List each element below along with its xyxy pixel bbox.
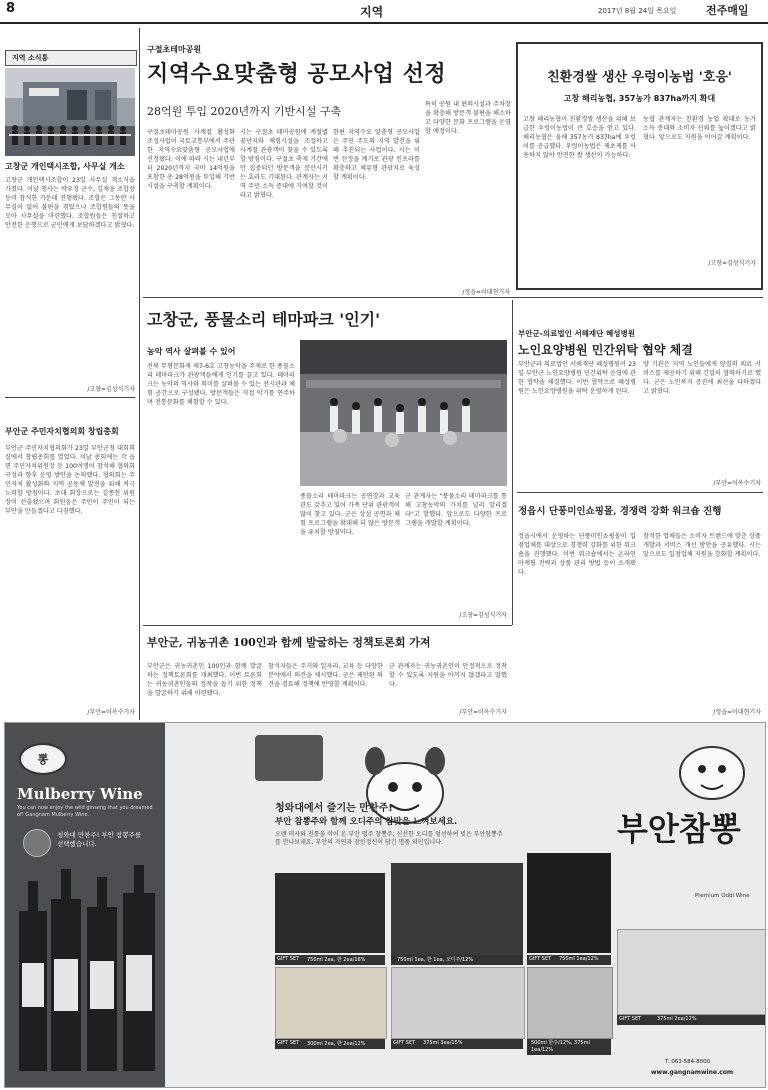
product-2-spec: 750ml 1ea, 한 1ea, 오디주/12% (397, 957, 474, 963)
theme-park-subhead: 농악 역사 살펴볼 수 있어 (147, 347, 236, 356)
workshop-col-2: 참석한 업체들은 소비자 트렌드에 맞춘 상품 개발과 서비스 개선 방안을 공유했다. 시는 앞으로도 입점업체 지원을 강화할 계획이다. (643, 533, 761, 558)
workshop-col-1: 정읍시에서 운영하는 단풍미인쇼핑몰이 입점업체를 대상으로 경쟁력 강화를 위한 워크숍을 진행했다. 이번 워크숍에서는 온라인 마케팅 전략과 상품 관리 방법 등이 소개됐다. (518, 533, 636, 576)
product-box-2 (391, 863, 523, 955)
ad-tel: T. 063-584-8000 (665, 1059, 711, 1065)
product-1-spec: 750ml 2ea, 한 2ea/16% (307, 957, 366, 963)
ad-website[interactable]: www.gangnamwine.com (651, 1069, 734, 1076)
ad-brand-sub: Premium Oddi Wine (695, 893, 750, 899)
ad-brand-en: Mulberry Wine (17, 785, 143, 803)
policy-col-3: 군 관계자는 귀농귀촌인이 안정적으로 정착할 수 있도록 지원을 아끼지 않겠다고 말했다. (389, 663, 507, 688)
product-3-name: GIFT SET (529, 956, 552, 962)
right-box-headline: 친환경쌀 생산 우렁이농법 '호응' (547, 70, 732, 85)
policy-headline: 부안군, 귀농귀촌 100인과 함께 발굴하는 정책토론회 가져 (147, 636, 431, 649)
right-box-col-2: 농협 관계자는 친환경 농업 확대로 농가 소득 증대와 소비자 신뢰를 높이겠다고 밝혔다. 앞으로도 지원을 이어갈 계획이다. (643, 116, 756, 141)
product-4-name: GIFT SET (277, 1040, 300, 1046)
agreement-byline: /부안=이옥수기자 (713, 480, 761, 487)
story1-headline: 고창군 개인택시조합, 사무실 개소 (5, 162, 125, 171)
product-label-3 (527, 955, 611, 965)
product-label-7 (617, 1015, 765, 1025)
mascot-right-icon (667, 733, 757, 803)
main-story-byline: /정읍=이대현기자 (462, 289, 510, 296)
issue-date: 2017년 8월 24일 목요일 (598, 7, 677, 15)
ad-note-kr: 청와대 만찬주! 부안 참뽕주를 선택했습니다. (57, 831, 142, 848)
story1-body: 고창군 개인택시조합이 23일 사무실 개소식을 가졌다. 이날 행사는 박우정 군수, 김재웅 조합장 등이 참석한 가운데 진행됐다. 조합은 그동안 사무실이 없어 불편을 겪었으나 조합원들의 뜻을 모아 사무실을 마련했다. 조합원들은 친절하고 안전한 운행으로 군민에게 보답하겠다고 밝혔다. (5, 177, 135, 229)
product-7-name: GIFT SET (619, 1016, 642, 1022)
horizontal-rule-2 (517, 492, 763, 493)
product-label-4 (275, 1039, 385, 1049)
theme-park-col-2: 풍물소리 테마파크는 공연장과 교육관도 갖추고 있어 가족 단위 관광객이 많이 찾고 있다. 군은 상설 공연과 체험 프로그램을 확대해 더 많은 방문객을 유치할 방침이다. (300, 493, 400, 536)
agreement-headline: 노인요양병원 민간위탁 협약 체결 (518, 343, 693, 357)
product-box-7 (617, 929, 766, 1015)
product-4-spec: 300ml 2ea, 한 2ea/12% (307, 1041, 366, 1047)
horizontal-rule-3 (143, 625, 512, 626)
ad-brand-kr: 부안참뽕 (617, 810, 741, 848)
product-5-name: GIFT SET (393, 1040, 416, 1046)
theme-park-col-1: 전북 무형문화재 제7-6호 고창농악을 주제로 한 풍물소리 테마파크가 관광객들에게 인기를 끌고 있다. 테마파크는 농악의 역사와 의미를 살펴볼 수 있는 전시관과 체험 공간으로 구성됐다. 방문객들은 직접 악기를 연주하며 전통문화를 체험할 수 있다. (147, 363, 295, 406)
product-box-6 (527, 967, 613, 1039)
bottle-lineup-icon (11, 863, 161, 1078)
product-label-1 (275, 955, 385, 965)
left-column-rule (139, 28, 140, 720)
product-3-spec: 750ml 1ea/12% (559, 956, 599, 962)
advertisement (4, 722, 766, 1088)
product-box-3 (527, 853, 611, 953)
product-box-4 (275, 967, 387, 1039)
product-label-2 (391, 955, 523, 965)
ceremony-photo (5, 68, 135, 156)
workshop-headline: 정읍시 단풍미인쇼핑몰, 경쟁력 강화 워크숍 진행 (518, 506, 722, 517)
main-story-col-2: 시는 구절초 테마공원에 계절별 꽃단지와 체험시설을 조성하고 사계절 관광객이 찾을 수 있도록 할 방침이다. 구절초 축제 기간에만 집중되던 방문객을 분산시키는 효과도 기대된다. 관계자는 지역 주민 소득 증대에 기여할 것이라고 밝혔다. (240, 129, 328, 199)
product-5-spec: 375ml 3ea/15% (423, 1040, 463, 1046)
product-1-name: GIFT SET (277, 956, 300, 962)
section-title: 지역 (360, 5, 384, 19)
vertical-rule-mid (512, 300, 513, 625)
ad-description: 오랜 역사와 전통을 이어 온 부안 명주 참뽕주, 신선한 오디를 엄선하여 빚은 부안참뽕주를 만나보세요. 부안의 자연과 장인정신이 담긴 명품 와인입니다. (275, 831, 503, 846)
ad-headline-2: 부안 참뽕주와 함께 오디주의 참맛을 느껴보세요. (275, 817, 458, 827)
main-story-subhead: 28억원 투입 2020년까지 기반시설 구축 (147, 105, 342, 118)
product-box-5 (391, 967, 525, 1039)
theme-park-col-3: 군 관계자는 "풍물소리 테마파크를 통해 고창농악의 가치를 널리 알리겠다"고 말했다. 앞으로도 다양한 프로그램을 개발할 계획이다. (405, 493, 507, 527)
left-divider (5, 397, 135, 398)
paper-name: 전주매일 (706, 4, 749, 17)
agreement-col-2: 양 기관은 지역 노인들에게 양질의 의료 서비스를 제공하기 위해 긴밀히 협력하기로 했다. 군은 노인복지 증진에 최선을 다하겠다고 밝혔다. (643, 361, 761, 395)
ad-headline-1: 청와대에서 즐기는 만찬주! (275, 803, 393, 814)
right-box-subhead: 고창 해리농협, 357농가 837ha까지 확대 (563, 94, 716, 103)
main-story-col-3: 한편 지역수요 맞춤형 공모사업은 주민 주도의 지역 발전을 위해 추진되는 사업이다. 시는 이번 선정을 계기로 관광 인프라를 확충하고 체류형 관광지로 육성할 계획이다. (333, 129, 420, 181)
main-story-col-4: 특히 공원 내 편의시설과 주차장을 확충해 방문객 불편을 해소하고 다양한 문화 프로그램을 운영할 예정이다. (425, 101, 511, 135)
theme-park-headline: 고창군, 풍물소리 테마파크 '인기' (147, 310, 381, 329)
column-tag (5, 50, 137, 66)
workshop-byline: /정읍=이대현기자 (713, 709, 761, 716)
main-story-headline: 지역수요맞춤형 공모사업 선정 (147, 62, 447, 87)
product-label-6 (527, 1039, 611, 1055)
award-icon (255, 735, 323, 781)
theme-park-byline: /고창=김성식기자 (459, 612, 507, 619)
main-story-kicker: 구절초테마공원 (147, 45, 202, 54)
product-6-spec: 500ml 한주/12%, 375ml 1ea/12% (531, 1040, 590, 1053)
agreement-col-1: 부안군과 의료법인 서해재단 혜성병원이 23일 부안군 노인요양병원 민간위탁 운영에 관한 협약을 체결했다. 이번 협약으로 혜성병원은 노인요양병원을 위탁 운영하게 된다. (518, 361, 636, 395)
right-box-col-1: 고창 해리농협이 친환경쌀 생산을 위해 보급한 우렁이농법이 큰 호응을 얻고 있다. 해리농협은 올해 357농가 837ha에 우렁이를 공급했다. 우렁이농법은 제초제를 사용하지 않아 안전한 쌀 생산이 가능하다. (523, 116, 636, 159)
story2-byline: /부안=이옥수기자 (87, 709, 135, 716)
ad-tagline-en: You can now enjoy the wild ginseng that you dreamed of! Gangnam Mulberry Wine. (17, 805, 153, 818)
main-story-col-1: 구절초테마공원 사계절 활성화 조성사업이 국토교통부에서 주관한 지역수요맞춤형 공모사업에 선정됐다. 이에 따라 시는 내년부터 2020년까지 국비 14억원을 포함한 총 28억원을 투입해 기반시설을 구축할 계획이다. (147, 129, 235, 190)
product-label-5 (391, 1039, 523, 1049)
ad-badge (19, 743, 67, 775)
policy-col-1: 부안군은 귀농귀촌인 100인과 함께 발굴하는 정책토론회를 개최했다. 이번 토론회는 귀농귀촌인들의 정착을 돕기 위한 정책을 발굴하기 위해 마련됐다. (147, 663, 262, 697)
column-tag-label: 지역 소식통 (12, 54, 49, 62)
story2-body: 부안군 주민자치협의회가 23일 부안군청 대회의실에서 창립총회를 열었다. 이날 총회에는 각 읍면 주민자치위원장 등 100여명이 참석해 협의회 구성과 향후 운영 방안을 논의했다. 협의회는 주민자치 활성화와 지역 공동체 발전을 위해 적극 노력할 방침이다. 초대 회장으로는 김종천 위원장이 선출됐으며 회원들은 주민이 주인이 되는 부안을 만들겠다고 다짐했다. (5, 445, 135, 515)
product-box-1 (275, 873, 385, 953)
ad-badge-text: 뽕 (37, 753, 49, 766)
product-7-spec: 375ml 2ea/12% (657, 1016, 697, 1022)
policy-col-2: 참석자들은 주거와 일자리, 교육 등 다양한 분야에서 의견을 제시했다. 군은 제안된 의견을 검토해 정책에 반영할 계획이다. (268, 663, 383, 688)
story2-headline: 부안군 주민자치협의회 창립총회 (5, 427, 119, 436)
page-number: 8 (6, 1, 16, 16)
nongak-photo (300, 340, 507, 486)
horizontal-rule-1 (143, 297, 763, 298)
seal-icon (23, 829, 51, 857)
policy-byline: /부안=이옥수기자 (459, 709, 507, 716)
story1-byline: /고창=김성식기자 (87, 386, 135, 393)
right-box-byline: /고창=김성식기자 (708, 260, 756, 267)
agreement-kicker: 부안군-의료법인 서해재단 혜성병원 (518, 329, 636, 338)
